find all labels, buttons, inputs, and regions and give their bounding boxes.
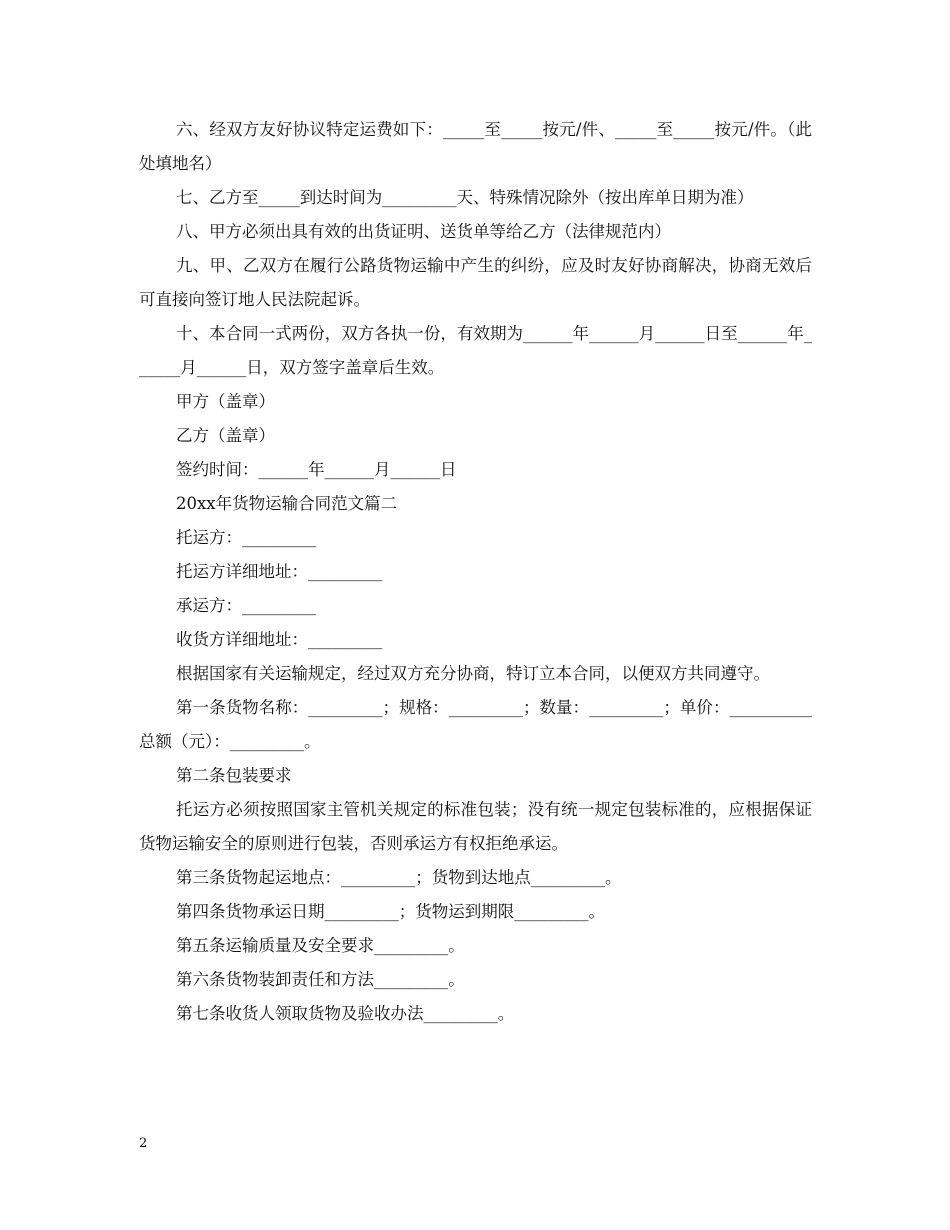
clause-9-disputes: 九、甲、乙双方在履行公路货物运输中产生的纠纷，应及时友好协商解决，协商无效后可直接向签订地人民法院起诉。	[139, 256, 812, 309]
clause-6-freight-rates: 六、经双方友好协议特定运费如下：_____至_____按元/件、_____至_____按元/件。（此处填地名）	[139, 120, 812, 173]
article-7-receiving: 第七条收货人领取货物及验收办法_________。	[176, 1004, 515, 1023]
signing-date: 签约时间：______年______月______日	[176, 460, 457, 479]
carrier-field: 承运方：_________	[176, 596, 317, 615]
article-2-packaging: 托运方必须按照国家主管机关规定的标准包装；没有统一规定包装标准的，应根据保证货物运输安全的原则进行包装，否则承运方有权拒绝承运。	[139, 800, 812, 853]
section-title-part-two: 20xx年货物运输合同范文篇二	[176, 494, 398, 513]
article-5-quality: 第五条运输质量及安全要求_________。	[176, 936, 465, 955]
shipper-address-field: 托运方详细地址：_________	[176, 562, 383, 581]
document-body	[139, 113, 812, 1031]
clause-7-arrival-time: 七、乙方至_____到达时间为_________天、特殊情况除外（按出库单日期为准）	[176, 188, 754, 207]
shipper-field: 托运方：_________	[176, 528, 317, 547]
clause-10-validity: 十、本合同一式两份，双方各执一份，有效期为______年______月______日至______年______月______日，双方签字盖章后生效。	[139, 324, 812, 377]
party-a-seal: 甲方（盖章）	[176, 392, 275, 411]
article-3-locations: 第三条货物起运地点：_________；货物到达地点_________。	[176, 868, 622, 887]
article-2-heading: 第二条包装要求	[176, 766, 292, 785]
clause-8-shipping-proof: 八、甲方必须出具有效的出货证明、送货单等给乙方（法律规范内）	[176, 222, 671, 241]
article-6-loading: 第六条货物装卸责任和方法_________。	[176, 970, 465, 989]
consignee-address-field: 收货方详细地址：_________	[176, 630, 383, 649]
article-4-dates: 第四条货物承运日期_________；货物运到期限_________。	[176, 902, 605, 921]
page-number: 2	[139, 1136, 148, 1151]
article-1-goods: 第一条货物名称：_________；规格：_________；数量：_________；单价：__________总额（元）：_________。	[139, 698, 812, 751]
preamble: 根据国家有关运输规定，经过双方充分协商，特订立本合同，以便双方共同遵守。	[176, 664, 770, 683]
party-b-seal: 乙方（盖章）	[176, 426, 275, 445]
